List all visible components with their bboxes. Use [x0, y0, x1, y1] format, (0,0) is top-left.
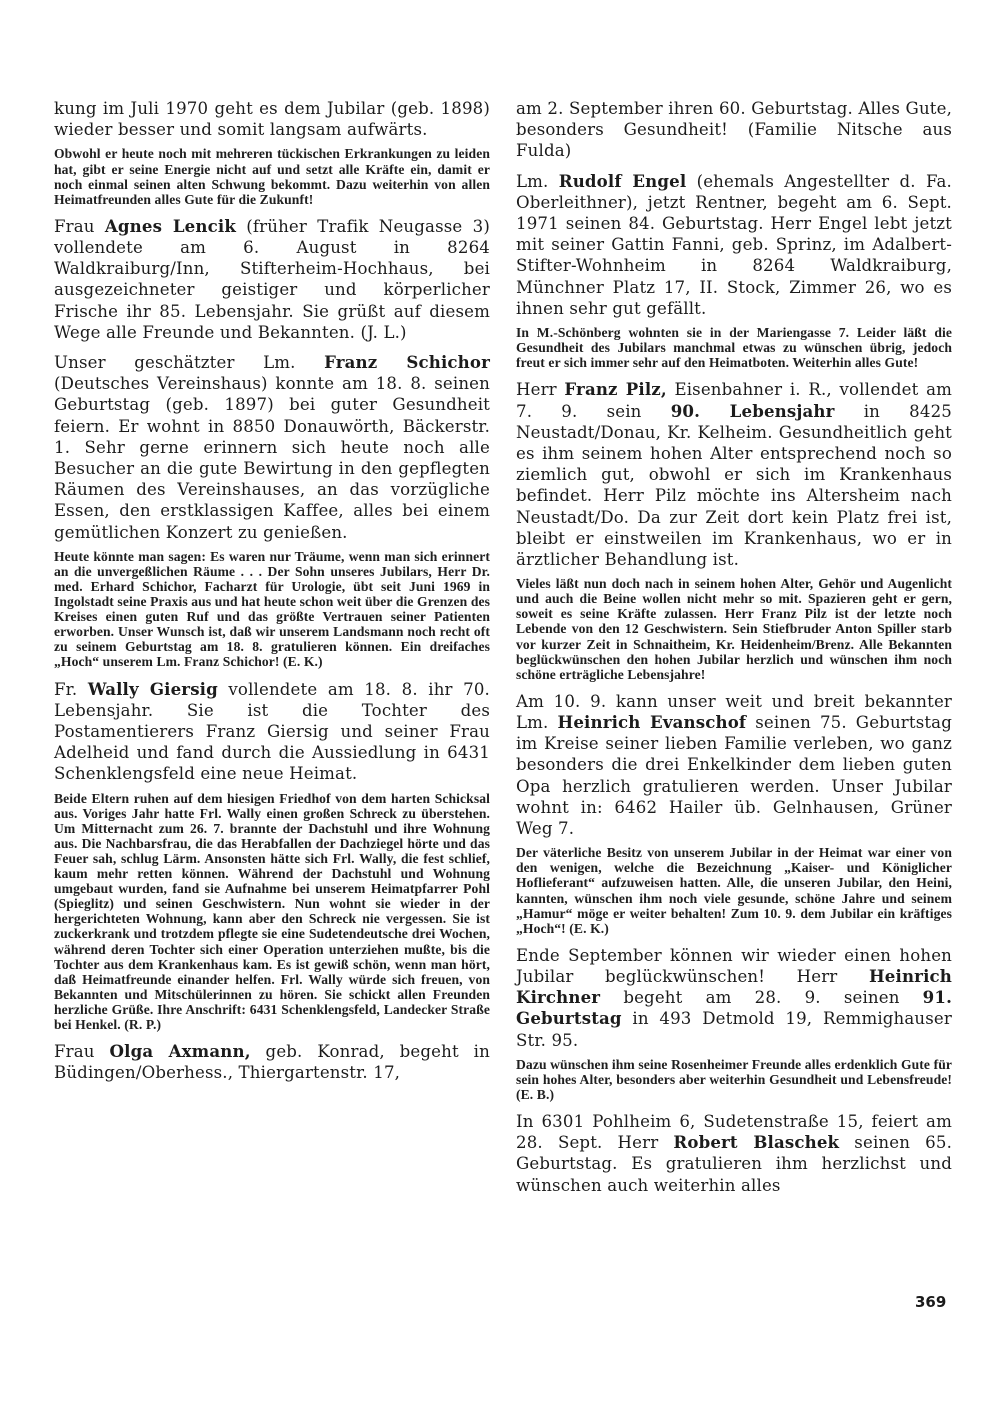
- note-engel: [516, 325, 952, 370]
- paragraph-text: Ende September können wir wieder einen hohen Jubilar beglückwünschen! Herr: [516, 945, 952, 986]
- paragraph-heinrich-evanschof: [516, 691, 952, 839]
- paragraph-text: Am 10. 9. kann unser weit und breit bekannter Lm.: [516, 691, 952, 732]
- emphasis: 91. Geburtstag: [516, 987, 952, 1029]
- person-name: Heinrich Evanschof: [557, 712, 747, 732]
- person-name: Heinrich Kirchner: [516, 965, 952, 1008]
- note-text: Der väterliche Besitz von unserem Jubilar in der Heimat war einer von den wenigen, welche die Bezeichnung „Kaiser- und Königlicher Hoflieferant“ aufzuweisen hatten. Alle, die unseren Jubilar, den Heini, kannten, wünschen ihm noch viele gesunde, schöne Jahre und seinem „Hamur“ möge er weiter behalten! Zum 10. 9. dem Jubilar ein kräftiges „Hoch“! (E. K.): [516, 845, 952, 936]
- paragraph-franz-pilz: [516, 379, 952, 570]
- note-text: Obwohl er heute noch mit mehreren tückischen Erkrankungen zu leiden hat, gibt er seine Energie nicht auf und setzt alle Kräfte ein, damit er noch einmal seinen alten Schwung bekommt. Dazu weiterhin von allen Heimatfreunden alles Gute für die Zukunft!: [54, 146, 490, 207]
- paragraph-text: (ehemals Angestellter d. Fa. Oberleithner), jetzt Rentner, begeht am 6. Sept. 1971 seinen 84. Geburtstag. Herr Engel lebt jetzt mit seiner Gattin Fanni, geb. Sprinz, im Adalbert-Stifter-Wohnheim in 8264 Waldkraiburg, Münchner Platz 17, II. Stock, Zimmer 26, wo es ihnen sehr gut gefällt.: [516, 171, 952, 318]
- paragraph-text: Lm.: [516, 171, 559, 191]
- note-kirchner: [516, 1057, 952, 1102]
- paragraph-text: Unser geschätzter Lm.: [54, 353, 325, 372]
- paragraph-text: seinen 75. Geburtstag im Kreise seiner lieben Familie verleben, wo ganz besonders die drei Enkelkinder dem lieben guten Opa herzlich gratulieren werden. Unser Jubilar wohnt in: 6462 Hailer üb. Gelnhausen, Grüner Weg 7.: [516, 713, 952, 839]
- note-text: Heute könnte man sagen: Es waren nur Träume, wenn man sich erinnert an die unvergeßlichen Räume . . . Der Sohn unseres Jubilars, Herr Dr. med. Erhard Schichor, Facharzt für Urologie, übt seit Juni 1969 in Ingolstadt seine Praxis aus und hat heute schon weit über die Grenzen des Kreises einen guten Ruf und das größte Vertrauen seiner Patienten erworben. Unser Wunsch ist, daß wir unserem Landsmann noch recht oft zu seinem Geburtstag am 18. 8. gratulieren können. Ein dreifaches „Hoch“ unserem Lm. Franz Schichor! (E. K.): [54, 548, 490, 670]
- paragraph-text: seinen 65. Geburtstag. Es gratulieren ihm herzlichst und wünschen auch weiterhin alles: [516, 1133, 952, 1195]
- paragraph-text: (Deutsches Vereinshaus) konnte am 18. 8. seinen Geburtstag (geb. 1897) bei guter Gesundheit feiern. Er wohnt in 8850 Donauwörth, Bäckerstr. 1. Sehr gerne erinnern sich heute noch alle Besucher an die gute Bewirtung in den gepflegten Räumen des Vereinshauses, an das vorzügliche Essen, den erstklassigen Kaffee, alles bei einem gemütlichen Konzert zu genießen.: [54, 374, 490, 542]
- person-name: Olga Axmann,: [109, 1041, 251, 1062]
- note-energy: [54, 146, 490, 206]
- paragraph-text: vollendete am 18. 8. ihr 70. Lebensjahr. Sie ist die Tochter des Postamentierers Franz Giersig und seiner Frau Adelheid und fand durch die Aussiedlung in 6431 Schenklengsfeld eine neue Heimat.: [54, 679, 490, 784]
- note-schichor: [54, 549, 490, 670]
- paragraph-text: Herr: [516, 380, 565, 400]
- paragraph-axmann-continuation: [516, 98, 952, 162]
- note-giersig: [54, 791, 490, 1033]
- person-name: Agnes Lencik: [104, 215, 236, 236]
- paragraph-robert-blaschek: [516, 1111, 952, 1196]
- right-column: [516, 98, 952, 1202]
- paragraph-agnes-lencik: [54, 216, 490, 343]
- paragraph-jubilar-continuation: [54, 98, 490, 140]
- note-text: Dazu wünschen ihm seine Rosenheimer Freunde alles erdenklich Gute für sein hohes Alter, besonders aber weiterhin Gesundheit und Lebensfreude! (E. B.): [516, 1056, 952, 1102]
- paragraph-rudolf-engel: [516, 171, 952, 319]
- paragraph-text: Frau: [54, 1042, 110, 1062]
- note-text: Beide Eltern ruhen auf dem hiesigen Friedhof von dem harten Schicksal aus. Voriges Jahr hatte Frl. Wally einen großen Schreck zu überstehen. Um Mitternacht zum 26. 7. brannte der Dachstuhl und ihre Wohnung aus. Die Nachbarsfrau, die das Herabfallen der Dachziegel hörte und das Feuer sah, schlug Lärm. Ansonsten hätte sich Frl. Wally, die fest schlief, kaum mehr retten können. Während der Dachstuhl und Wohnung umgebaut wurden, fand sie Aufnahme bei unserem Heimatpfarrer Pohl (Spieglitz) und seinen Geschwistern. Nun wohnt sie wieder in der hergerichteten Wohnung, kann aber den Schreck nie vergessen. Sie ist zuckerkrank und trotzdem pflegte sie eine Sudetendeutsche drei Wochen, während deren Tochter sich einer Operation unterziehen mußte, bis die Tochter aus dem Krankenhaus kam. Es ist gewiß schön, wenn man hört, daß Heimatfreunde einander helfen. Frl. Wally würde sich freuen, von Bekannten und Mitschülerinnen zu hören. Sie schickt allen Freunden herzliche Grüße. Ihre Anschrift: 6431 Schenklengsfeld, Landecker Straße bei Henkel. (R. P.): [54, 790, 490, 1032]
- person-name: Rudolf Engel: [558, 170, 687, 191]
- person-name: Wally Giersig: [87, 678, 218, 699]
- paragraph-text: In 6301 Pohlheim 6, Sudetenstraße 15, feiert am 28. Sept. Herr: [516, 1112, 952, 1153]
- paragraph-text: in 493 Detmold 19, Remmighauser Str. 95.: [516, 1009, 952, 1050]
- paragraph-text: in 8425 Neustadt/Donau, Kr. Kelheim. Gesundheitlich geht es ihm seinem hohen Alter entsprechend noch so ziemlich gut, obwohl er sich im Krankenhaus befindet. Herr Pilz möchte ins Altersheim nach Neustadt/Do. Da zur Zeit dort kein Platz frei ist, bleibt er einstweilen im Krankenhaus, wo er in ärztlicher Behandlung ist.: [516, 401, 952, 569]
- person-name: Robert Blaschek: [673, 1132, 840, 1153]
- left-column: [54, 98, 490, 1090]
- note-text: Vieles läßt nun doch nach in seinem hohen Alter, Gehör und Augenlicht und auch die Beine wollen nicht mehr so mit. Spazieren geht er gern, soweit es seine Kräfte zulassen. Herr Franz Pilz ist der letzte noch Lebende von den 12 Geschwistern. Sein Stiefbruder Anton Spiller starb vor kurzer Zeit in Schnaitheim, Kr. Heidenheim/Brenz. Alle Bekannten beglückwünschen den hohen Jubilar herzlich und wünschen ihm noch schöne erträgliche Lebensjahre!: [516, 576, 952, 682]
- page-number: 369: [915, 1293, 947, 1311]
- paragraph-text: geb. Konrad, begeht in Büdingen/Oberhess., Thiergartenstr. 17,: [54, 1042, 490, 1083]
- paragraph-text: Eisenbahner i. R., vollendet am 7. 9. sein: [516, 380, 953, 421]
- paragraph-text: Fr.: [54, 679, 88, 699]
- note-pilz: [516, 576, 952, 682]
- person-name: Franz Pilz,: [564, 379, 667, 400]
- emphasis: 90. Lebensjahr: [670, 400, 835, 421]
- paragraph-text: Frau: [54, 216, 105, 236]
- paragraph-heinrich-kirchner: [516, 945, 952, 1051]
- paragraph-text: (früher Trafik Neugasse 3) vollendete am 6. August in 8264 Waldkraiburg/Inn, Stifterheim-Hochhaus, bei ausgezeichneter geistiger und körperlicher Frische ihr 85. Lebensjahr. Sie grüßt auf diesem Wege alle Freunde und Bekannten. (J. L.): [54, 216, 490, 342]
- note-text: In M.-Schönberg wohnten sie in der Mariengasse 7. Leider läßt die Gesundheit des Jubilars manchmal etwas zu wünschen übrig, jedoch freut er sich immer sehr auf den Heimatboten. Weiterhin alles Gute!: [516, 325, 952, 371]
- paragraph-text: kung im Juli 1970 geht es dem Jubilar (geb. 1898) wieder besser und somit langsam aufwärts.: [54, 99, 490, 140]
- paragraph-franz-schichor: [54, 352, 490, 543]
- person-name: Franz Schichor: [324, 352, 490, 372]
- paragraph-text: begeht am 28. 9. seinen: [600, 988, 923, 1008]
- paragraph-text: am 2. September ihren 60. Geburtstag. Alles Gute, besonders Gesundheit! (Familie Nitsche aus Fulda): [516, 99, 952, 161]
- note-evanschof: [516, 845, 952, 936]
- paragraph-wally-giersig: [54, 679, 490, 785]
- paragraph-olga-axmann: [54, 1041, 490, 1083]
